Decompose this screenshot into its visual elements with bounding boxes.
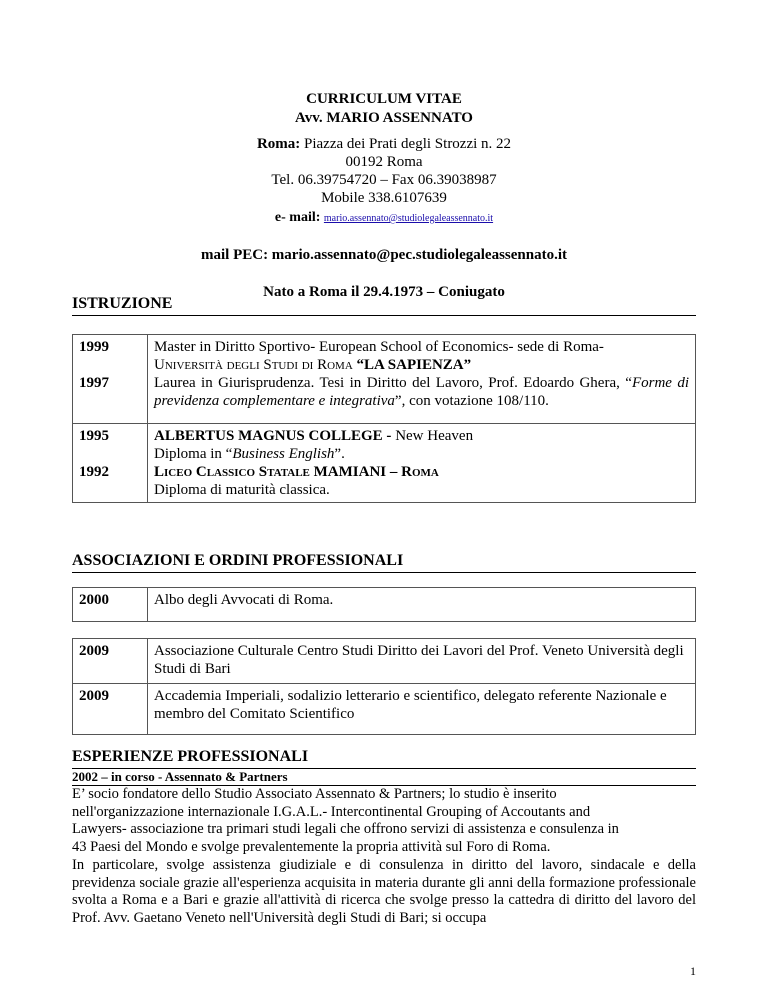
address: Piazza dei Prati degli Strozzi n. 22 <box>304 136 512 152</box>
istruzione-table <box>72 334 696 503</box>
maturita-text: Diploma di maturità classica. <box>154 482 330 498</box>
paragraph-line: E’ socio fondatore dello Studio Associato Assennato & Partners; lo studio è inserito <box>72 786 557 802</box>
paragraph-line: nell'organizzazione internazionale I.G.A.L.- Intercontinental Grouping of Accoutants and <box>72 803 591 820</box>
table-row <box>73 335 696 424</box>
table-row <box>73 588 696 622</box>
born-line: Nato a Roma il 29.4.1973 – Coniugato <box>263 284 505 300</box>
diploma-line <box>154 445 689 463</box>
desc-cell <box>148 424 696 503</box>
section-istruzione: ISTRUZIONE <box>72 294 696 316</box>
desc-cell: Albo degli Avvocati di Roma. <box>148 588 696 622</box>
paragraph-line: Lawyers- associazione tra primari studi legali che offrono servizi di assistenza e consulenza in <box>72 821 619 838</box>
year-cell: 2009 <box>73 684 148 735</box>
liceo-line <box>154 463 689 481</box>
year-cell: 2000 <box>73 588 148 622</box>
cap-line: 00192 Roma <box>345 154 423 170</box>
laurea-text <box>154 374 689 410</box>
table-row <box>73 684 696 735</box>
cv-name: Avv. MARIO ASSENNATO <box>295 110 473 126</box>
email-label: e- mail: <box>274 210 321 225</box>
diploma-b: ”. <box>334 446 345 462</box>
year-cell: 2009 <box>73 639 148 684</box>
year: 1992 <box>79 464 109 480</box>
university-name: Università degli Studi di Roma <box>154 357 353 373</box>
college-city: New Heaven <box>391 428 474 444</box>
experience-paragraph-1 <box>72 786 696 857</box>
associazioni-table-1 <box>72 587 696 622</box>
university-line <box>154 356 689 374</box>
pec-line: mail PEC: mario.assennato@pec.studiolegaleassennato.it <box>200 247 568 263</box>
desc-cell: Accademia Imperiali, sodalizio letterario e scientifico, delegato referente Nazionale e membro del Comitato Scientifico <box>148 684 696 735</box>
email-line <box>0 210 768 226</box>
laurea-a: Laurea in Giurisprudenza. Tesi in Diritto del Lavoro, Prof. Edoardo Ghera, “ <box>154 375 632 391</box>
liceo-name: MAMIANI – <box>309 464 402 480</box>
section-esperienze: ESPERIENZE PROFESSIONALI <box>72 747 696 769</box>
mobile-line: Mobile 338.6107639 <box>321 190 447 206</box>
table-row <box>73 639 696 684</box>
address-label: Roma: <box>256 136 301 152</box>
paragraph-line: 43 Paesi del Mondo e svolge prevalentemente la propria attività sul Foro di Roma. <box>72 839 551 856</box>
experience-paragraph-2: In particolare, svolge assistenza giudiziale e di consulenza in diritto del lavoro, sindacale e della previdenza sociale grazie all'esperienza acquisita in materia durante gli anni della formazione professionale svolta a Roma e a Bari e grazie all'attività di ricerca che svolge presso la cattedra di diritto del lavoro del Prof. Avv. Gaetano Veneto nell'Università degli Studi di Bari; si occupa <box>72 857 696 927</box>
year: 1997 <box>79 375 109 391</box>
email-link[interactable]: mario.assennato@studiolegaleassennato.it <box>323 213 494 224</box>
college-line <box>154 427 689 445</box>
year: 1999 <box>79 339 109 355</box>
year-cell <box>73 424 148 503</box>
desc-cell: Associazione Culturale Centro Studi Diritto dei Lavori del Prof. Veneto Università degli Studi di Bari <box>148 639 696 684</box>
laurea-b: ”, con votazione 108/110. <box>394 393 549 409</box>
diploma-course: Business English <box>232 446 335 462</box>
liceo-city: Roma <box>401 464 439 480</box>
year-cell <box>73 335 148 424</box>
experience-subheading: 2002 – in corso - Assennato & Partners <box>72 769 696 786</box>
liceo-type: Liceo Classico Statale <box>154 464 310 480</box>
desc-cell <box>148 335 696 424</box>
section-associazioni: ASSOCIAZIONI E ORDINI PROFESSIONALI <box>72 551 696 573</box>
page-number: 1 <box>690 964 696 978</box>
cv-title: CURRICULUM VITAE <box>306 91 462 107</box>
table-row <box>73 424 696 503</box>
year: 1995 <box>79 428 109 444</box>
thesis-title: Forme di previdenza complementare e integrativa <box>154 375 689 409</box>
college-name: ALBERTUS MAGNUS COLLEGE - <box>154 428 392 444</box>
address-line <box>0 135 768 153</box>
master-text: Master in Diritto Sportivo- European School of Economics- sede di Roma- <box>154 339 604 355</box>
university-quote: “LA SAPIENZA” <box>356 357 472 373</box>
phone-line: Tel. 06.39754720 – Fax 06.39038987 <box>271 172 497 188</box>
diploma-a: Diploma in “ <box>154 446 233 462</box>
associazioni-table-2 <box>72 638 696 735</box>
